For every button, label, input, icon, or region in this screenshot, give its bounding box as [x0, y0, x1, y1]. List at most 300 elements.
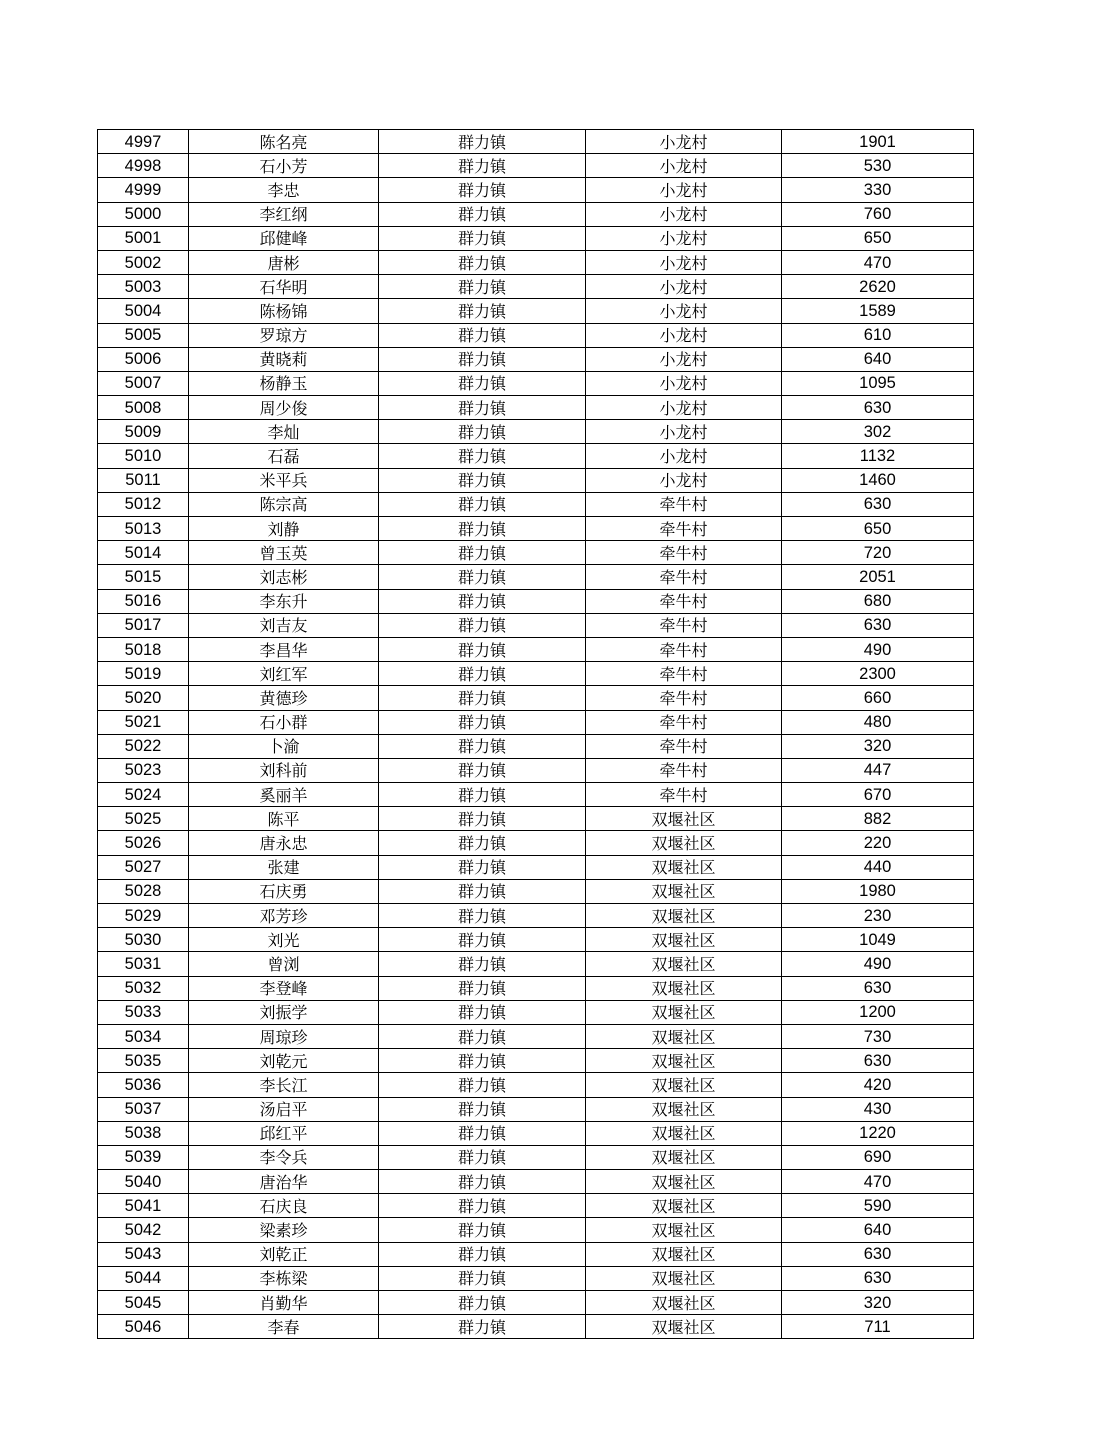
village-cell: 牵牛村 [586, 734, 782, 758]
name-cell: 罗琼方 [189, 323, 379, 347]
row-number-cell: 5020 [98, 686, 189, 710]
town-cell: 群力镇 [379, 952, 586, 976]
town-cell: 群力镇 [379, 492, 586, 516]
row-number-cell: 5027 [98, 855, 189, 879]
table-row [98, 613, 974, 637]
name-cell: 李登峰 [189, 976, 379, 1000]
name-cell: 石磊 [189, 444, 379, 468]
village-cell: 小龙村 [586, 154, 782, 178]
town-cell: 群力镇 [379, 1291, 586, 1315]
row-number-cell: 5041 [98, 1194, 189, 1218]
name-cell: 石小群 [189, 710, 379, 734]
name-cell: 曾玉英 [189, 541, 379, 565]
row-number-cell: 5023 [98, 758, 189, 782]
row-number-cell: 5035 [98, 1049, 189, 1073]
row-number-cell: 5010 [98, 444, 189, 468]
table-row [98, 807, 974, 831]
town-cell: 群力镇 [379, 154, 586, 178]
name-cell: 刘红军 [189, 662, 379, 686]
town-cell: 群力镇 [379, 226, 586, 250]
amount-cell: 1980 [782, 879, 974, 903]
village-cell: 小龙村 [586, 226, 782, 250]
village-cell: 双堰社区 [586, 831, 782, 855]
town-cell: 群力镇 [379, 710, 586, 734]
town-cell: 群力镇 [379, 613, 586, 637]
town-cell: 群力镇 [379, 371, 586, 395]
row-number-cell: 5019 [98, 662, 189, 686]
amount-cell: 490 [782, 637, 974, 661]
table-row [98, 1170, 974, 1194]
name-cell: 李忠 [189, 178, 379, 202]
town-cell: 群力镇 [379, 1170, 586, 1194]
town-cell: 群力镇 [379, 396, 586, 420]
town-cell: 群力镇 [379, 783, 586, 807]
village-cell: 小龙村 [586, 371, 782, 395]
town-cell: 群力镇 [379, 879, 586, 903]
amount-cell: 882 [782, 807, 974, 831]
row-number-cell: 4997 [98, 130, 189, 154]
row-number-cell: 4998 [98, 154, 189, 178]
name-cell: 陈宗高 [189, 492, 379, 516]
table-row [98, 1218, 974, 1242]
amount-cell: 630 [782, 1242, 974, 1266]
name-cell: 李栋梁 [189, 1266, 379, 1290]
village-cell: 双堰社区 [586, 1121, 782, 1145]
town-cell: 群力镇 [379, 1145, 586, 1169]
town-cell: 群力镇 [379, 275, 586, 299]
table-row [98, 420, 974, 444]
name-cell: 米平兵 [189, 468, 379, 492]
row-number-cell: 5033 [98, 1000, 189, 1024]
row-number-cell: 5028 [98, 879, 189, 903]
name-cell: 刘吉友 [189, 613, 379, 637]
village-cell: 牵牛村 [586, 758, 782, 782]
amount-cell: 320 [782, 734, 974, 758]
name-cell: 周少俊 [189, 396, 379, 420]
name-cell: 汤启平 [189, 1097, 379, 1121]
village-cell: 双堰社区 [586, 1266, 782, 1290]
row-number-cell: 5036 [98, 1073, 189, 1097]
name-cell: 曾浏 [189, 952, 379, 976]
table-row [98, 783, 974, 807]
row-number-cell: 5043 [98, 1242, 189, 1266]
row-number-cell: 5042 [98, 1218, 189, 1242]
row-number-cell: 5018 [98, 637, 189, 661]
town-cell: 群力镇 [379, 1049, 586, 1073]
town-cell: 群力镇 [379, 807, 586, 831]
table-body [98, 130, 974, 1339]
village-cell: 双堰社区 [586, 1000, 782, 1024]
amount-cell: 630 [782, 1266, 974, 1290]
name-cell: 杨静玉 [189, 371, 379, 395]
row-number-cell: 5013 [98, 517, 189, 541]
village-cell: 双堰社区 [586, 807, 782, 831]
village-cell: 牵牛村 [586, 637, 782, 661]
village-cell: 小龙村 [586, 396, 782, 420]
town-cell: 群力镇 [379, 637, 586, 661]
village-cell: 双堰社区 [586, 1145, 782, 1169]
amount-cell: 2300 [782, 662, 974, 686]
village-cell: 牵牛村 [586, 589, 782, 613]
row-number-cell: 5008 [98, 396, 189, 420]
village-cell: 牵牛村 [586, 613, 782, 637]
row-number-cell: 5031 [98, 952, 189, 976]
data-table [97, 129, 974, 1339]
amount-cell: 630 [782, 492, 974, 516]
table-row [98, 855, 974, 879]
town-cell: 群力镇 [379, 1315, 586, 1339]
table-row [98, 1315, 974, 1339]
village-cell: 双堰社区 [586, 1097, 782, 1121]
village-cell: 双堰社区 [586, 1024, 782, 1048]
town-cell: 群力镇 [379, 1024, 586, 1048]
name-cell: 卜渝 [189, 734, 379, 758]
row-number-cell: 5045 [98, 1291, 189, 1315]
town-cell: 群力镇 [379, 565, 586, 589]
row-number-cell: 5046 [98, 1315, 189, 1339]
name-cell: 刘乾元 [189, 1049, 379, 1073]
table-row [98, 371, 974, 395]
amount-cell: 630 [782, 613, 974, 637]
village-cell: 牵牛村 [586, 783, 782, 807]
village-cell: 小龙村 [586, 178, 782, 202]
town-cell: 群力镇 [379, 468, 586, 492]
amount-cell: 680 [782, 589, 974, 613]
table-row [98, 952, 974, 976]
table-row [98, 299, 974, 323]
row-number-cell: 5017 [98, 613, 189, 637]
table-row [98, 758, 974, 782]
amount-cell: 2051 [782, 565, 974, 589]
row-number-cell: 5040 [98, 1170, 189, 1194]
row-number-cell: 5006 [98, 347, 189, 371]
amount-cell: 470 [782, 1170, 974, 1194]
town-cell: 群力镇 [379, 420, 586, 444]
amount-cell: 302 [782, 420, 974, 444]
amount-cell: 640 [782, 1218, 974, 1242]
amount-cell: 1049 [782, 928, 974, 952]
row-number-cell: 5004 [98, 299, 189, 323]
village-cell: 双堰社区 [586, 1170, 782, 1194]
amount-cell: 650 [782, 226, 974, 250]
amount-cell: 720 [782, 541, 974, 565]
row-number-cell: 5014 [98, 541, 189, 565]
village-cell: 小龙村 [586, 468, 782, 492]
village-cell: 小龙村 [586, 130, 782, 154]
amount-cell: 320 [782, 1291, 974, 1315]
table-row [98, 1145, 974, 1169]
town-cell: 群力镇 [379, 589, 586, 613]
table-row [98, 831, 974, 855]
row-number-cell: 5030 [98, 928, 189, 952]
village-cell: 双堰社区 [586, 904, 782, 928]
town-cell: 群力镇 [379, 347, 586, 371]
amount-cell: 760 [782, 202, 974, 226]
name-cell: 石小芳 [189, 154, 379, 178]
village-cell: 小龙村 [586, 299, 782, 323]
table-row [98, 396, 974, 420]
town-cell: 群力镇 [379, 686, 586, 710]
table-row [98, 637, 974, 661]
name-cell: 陈杨锦 [189, 299, 379, 323]
amount-cell: 670 [782, 783, 974, 807]
name-cell: 石华明 [189, 275, 379, 299]
amount-cell: 1200 [782, 1000, 974, 1024]
village-cell: 双堰社区 [586, 976, 782, 1000]
amount-cell: 480 [782, 710, 974, 734]
amount-cell: 630 [782, 976, 974, 1000]
village-cell: 牵牛村 [586, 686, 782, 710]
table-row [98, 565, 974, 589]
village-cell: 双堰社区 [586, 1291, 782, 1315]
name-cell: 邱红平 [189, 1121, 379, 1145]
row-number-cell: 5003 [98, 275, 189, 299]
row-number-cell: 5022 [98, 734, 189, 758]
table-row [98, 1291, 974, 1315]
amount-cell: 610 [782, 323, 974, 347]
name-cell: 石庆良 [189, 1194, 379, 1218]
name-cell: 刘光 [189, 928, 379, 952]
name-cell: 唐永忠 [189, 831, 379, 855]
amount-cell: 490 [782, 952, 974, 976]
row-number-cell: 5011 [98, 468, 189, 492]
town-cell: 群力镇 [379, 758, 586, 782]
amount-cell: 447 [782, 758, 974, 782]
amount-cell: 470 [782, 250, 974, 274]
name-cell: 周琼珍 [189, 1024, 379, 1048]
name-cell: 唐治华 [189, 1170, 379, 1194]
village-cell: 小龙村 [586, 323, 782, 347]
table-row [98, 250, 974, 274]
amount-cell: 530 [782, 154, 974, 178]
amount-cell: 1095 [782, 371, 974, 395]
row-number-cell: 5016 [98, 589, 189, 613]
table-row [98, 1049, 974, 1073]
amount-cell: 1220 [782, 1121, 974, 1145]
town-cell: 群力镇 [379, 178, 586, 202]
table-row [98, 541, 974, 565]
amount-cell: 430 [782, 1097, 974, 1121]
table-row [98, 904, 974, 928]
amount-cell: 730 [782, 1024, 974, 1048]
name-cell: 李昌华 [189, 637, 379, 661]
row-number-cell: 5044 [98, 1266, 189, 1290]
village-cell: 双堰社区 [586, 1218, 782, 1242]
row-number-cell: 5039 [98, 1145, 189, 1169]
amount-cell: 220 [782, 831, 974, 855]
name-cell: 李灿 [189, 420, 379, 444]
amount-cell: 2620 [782, 275, 974, 299]
village-cell: 牵牛村 [586, 710, 782, 734]
village-cell: 牵牛村 [586, 492, 782, 516]
name-cell: 黄德珍 [189, 686, 379, 710]
name-cell: 唐彬 [189, 250, 379, 274]
name-cell: 刘振学 [189, 1000, 379, 1024]
table-row [98, 879, 974, 903]
row-number-cell: 5005 [98, 323, 189, 347]
amount-cell: 590 [782, 1194, 974, 1218]
row-number-cell: 5012 [98, 492, 189, 516]
table-row [98, 1097, 974, 1121]
table-row [98, 734, 974, 758]
name-cell: 刘志彬 [189, 565, 379, 589]
table-row [98, 347, 974, 371]
name-cell: 李长江 [189, 1073, 379, 1097]
village-cell: 双堰社区 [586, 855, 782, 879]
row-number-cell: 5029 [98, 904, 189, 928]
village-cell: 牵牛村 [586, 541, 782, 565]
table-row [98, 1000, 974, 1024]
row-number-cell: 5021 [98, 710, 189, 734]
village-cell: 牵牛村 [586, 565, 782, 589]
table-row [98, 1024, 974, 1048]
village-cell: 双堰社区 [586, 879, 782, 903]
amount-cell: 690 [782, 1145, 974, 1169]
town-cell: 群力镇 [379, 1194, 586, 1218]
row-number-cell: 5025 [98, 807, 189, 831]
name-cell: 刘乾正 [189, 1242, 379, 1266]
table-row [98, 275, 974, 299]
town-cell: 群力镇 [379, 130, 586, 154]
village-cell: 双堰社区 [586, 1049, 782, 1073]
table-row [98, 710, 974, 734]
name-cell: 石庆勇 [189, 879, 379, 903]
name-cell: 邓芳珍 [189, 904, 379, 928]
town-cell: 群力镇 [379, 928, 586, 952]
amount-cell: 650 [782, 517, 974, 541]
row-number-cell: 5002 [98, 250, 189, 274]
village-cell: 小龙村 [586, 420, 782, 444]
amount-cell: 640 [782, 347, 974, 371]
town-cell: 群力镇 [379, 904, 586, 928]
name-cell: 李红纲 [189, 202, 379, 226]
row-number-cell: 5007 [98, 371, 189, 395]
amount-cell: 1460 [782, 468, 974, 492]
village-cell: 小龙村 [586, 444, 782, 468]
table-row [98, 1266, 974, 1290]
name-cell: 李令兵 [189, 1145, 379, 1169]
row-number-cell: 5038 [98, 1121, 189, 1145]
row-number-cell: 5015 [98, 565, 189, 589]
row-number-cell: 4999 [98, 178, 189, 202]
town-cell: 群力镇 [379, 831, 586, 855]
town-cell: 群力镇 [379, 250, 586, 274]
village-cell: 双堰社区 [586, 928, 782, 952]
town-cell: 群力镇 [379, 444, 586, 468]
town-cell: 群力镇 [379, 1000, 586, 1024]
village-cell: 双堰社区 [586, 952, 782, 976]
name-cell: 刘科前 [189, 758, 379, 782]
amount-cell: 330 [782, 178, 974, 202]
amount-cell: 630 [782, 396, 974, 420]
town-cell: 群力镇 [379, 299, 586, 323]
village-cell: 牵牛村 [586, 662, 782, 686]
table-row [98, 226, 974, 250]
table-row [98, 468, 974, 492]
town-cell: 群力镇 [379, 976, 586, 1000]
village-cell: 牵牛村 [586, 517, 782, 541]
village-cell: 小龙村 [586, 202, 782, 226]
village-cell: 双堰社区 [586, 1315, 782, 1339]
name-cell: 陈平 [189, 807, 379, 831]
table-row [98, 130, 974, 154]
table-row [98, 589, 974, 613]
amount-cell: 1901 [782, 130, 974, 154]
row-number-cell: 5000 [98, 202, 189, 226]
name-cell: 刘静 [189, 517, 379, 541]
town-cell: 群力镇 [379, 541, 586, 565]
town-cell: 群力镇 [379, 1242, 586, 1266]
amount-cell: 420 [782, 1073, 974, 1097]
amount-cell: 1589 [782, 299, 974, 323]
amount-cell: 630 [782, 1049, 974, 1073]
village-cell: 小龙村 [586, 250, 782, 274]
village-cell: 双堰社区 [586, 1073, 782, 1097]
table-row [98, 1194, 974, 1218]
village-cell: 小龙村 [586, 347, 782, 371]
table-row [98, 444, 974, 468]
name-cell: 李春 [189, 1315, 379, 1339]
town-cell: 群力镇 [379, 855, 586, 879]
amount-cell: 1132 [782, 444, 974, 468]
table-row [98, 928, 974, 952]
town-cell: 群力镇 [379, 323, 586, 347]
town-cell: 群力镇 [379, 734, 586, 758]
row-number-cell: 5032 [98, 976, 189, 1000]
row-number-cell: 5026 [98, 831, 189, 855]
table-row [98, 662, 974, 686]
town-cell: 群力镇 [379, 662, 586, 686]
amount-cell: 440 [782, 855, 974, 879]
name-cell: 肖勤华 [189, 1291, 379, 1315]
table-row [98, 1121, 974, 1145]
amount-cell: 660 [782, 686, 974, 710]
amount-cell: 711 [782, 1315, 974, 1339]
town-cell: 群力镇 [379, 517, 586, 541]
town-cell: 群力镇 [379, 1097, 586, 1121]
town-cell: 群力镇 [379, 202, 586, 226]
village-cell: 双堰社区 [586, 1242, 782, 1266]
name-cell: 梁素珍 [189, 1218, 379, 1242]
amount-cell: 230 [782, 904, 974, 928]
name-cell: 张建 [189, 855, 379, 879]
village-cell: 双堰社区 [586, 1194, 782, 1218]
name-cell: 黄晓莉 [189, 347, 379, 371]
table-row [98, 492, 974, 516]
town-cell: 群力镇 [379, 1266, 586, 1290]
table-row [98, 202, 974, 226]
name-cell: 奚丽羊 [189, 783, 379, 807]
table-row [98, 1242, 974, 1266]
village-cell: 小龙村 [586, 275, 782, 299]
table-row [98, 323, 974, 347]
town-cell: 群力镇 [379, 1073, 586, 1097]
name-cell: 陈名亮 [189, 130, 379, 154]
name-cell: 李东升 [189, 589, 379, 613]
row-number-cell: 5001 [98, 226, 189, 250]
table-row [98, 1073, 974, 1097]
row-number-cell: 5034 [98, 1024, 189, 1048]
table-row [98, 154, 974, 178]
row-number-cell: 5024 [98, 783, 189, 807]
table-row [98, 686, 974, 710]
table-row [98, 178, 974, 202]
row-number-cell: 5009 [98, 420, 189, 444]
row-number-cell: 5037 [98, 1097, 189, 1121]
town-cell: 群力镇 [379, 1218, 586, 1242]
town-cell: 群力镇 [379, 1121, 586, 1145]
name-cell: 邱健峰 [189, 226, 379, 250]
